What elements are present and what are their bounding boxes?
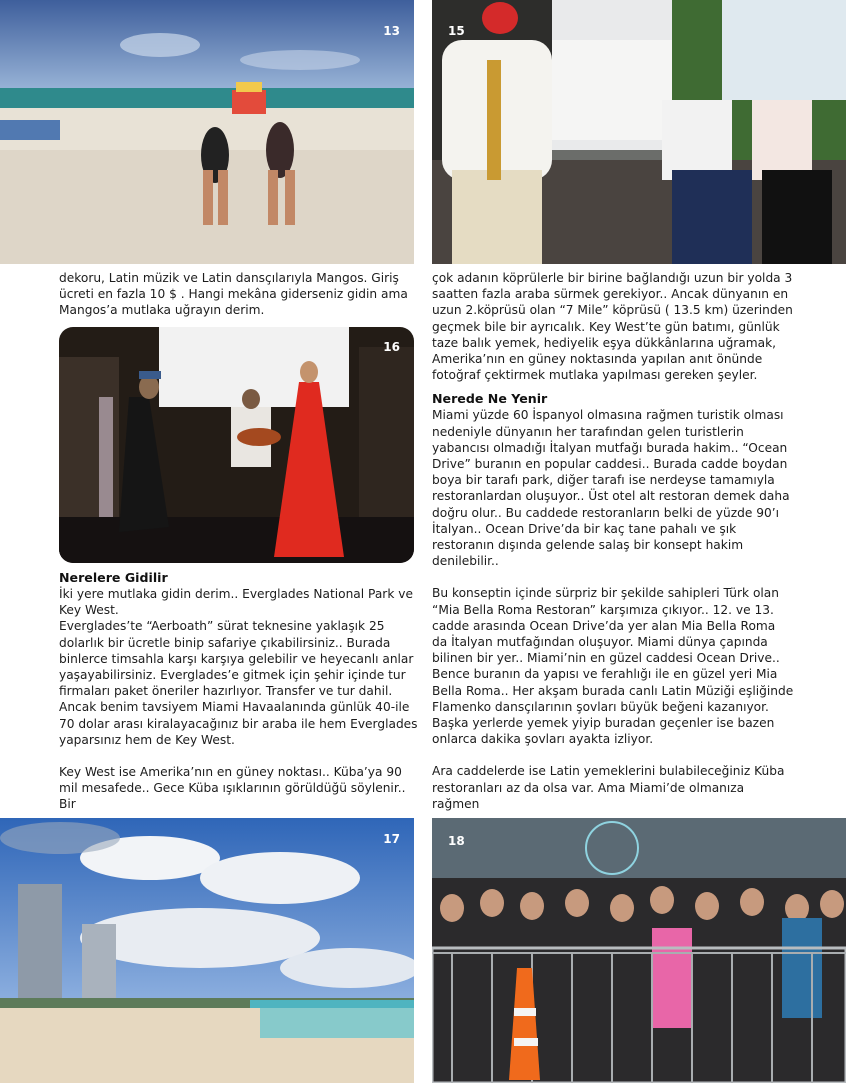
photo-crowd-barrier xyxy=(432,818,846,1083)
paragraph: İki yere mutlaka gidin derim.. Everglades National Park ve Key West. xyxy=(59,587,413,618)
paragraph: Key West ise Amerika’nın en güney noktası.. Küba’ya 90 mil mesafede.. Gece Küba ışıklarının görüldüğü söylenir.. Bir xyxy=(59,765,406,812)
photo-miami-skyline xyxy=(0,818,414,1083)
left-column-top-text xyxy=(59,270,419,319)
left-column-text xyxy=(59,570,419,813)
section-heading-nerede-ne-yenir: Nerede Ne Yenir xyxy=(432,391,548,407)
right-column-text xyxy=(432,270,794,812)
photo-number: 18 xyxy=(448,834,465,848)
paragraph: Ara caddelerde ise Latin yemeklerini bulabileceğiniz Küba restoranları az da olsa var. Ama Miami’de olmanıza rağmen xyxy=(432,764,785,811)
photo-number: 15 xyxy=(448,24,465,38)
paragraph: Miami yüzde 60 İspanyol olmasına rağmen turistik olması nedeniyle dünyanın her tarafından gelen turistlerin yabancısı olmadığı İtalyan mutfağı burada hakim.. “Ocean Drive” buranın en popular caddesi.. Burada cadde boydan boya bir tarafı park, diğer tarafı ise nerdeyse tamamıyla restoranlardan oluşuyor.. Üst otel alt restoran demek daha doğru olur.. Bu caddede restoranların belki de yüzde 90’ı İtalyan.. Ocean Drive’da bir kaç tane pahalı ve şık restoranın dışında gelende salaş bir konsept hakim denilebilir.. xyxy=(432,408,790,569)
paragraph: Bu konseptin içinde sürpriz bir şekilde sahipleri Türk olan “Mia Bella Roma Restoran” karşımıza çıkıyor.. 12. ve 13. cadde arasında Ocean Drive’da yer alan Mia Bella Roma da İtalyan mutfağından oluşuyor. Miami dünya çapında bilinen bir yer.. Miami’nin en güzel caddesi Ocean Drive.. Bence buranın da yapısı ve ferahlığı ile en güzel yeri Mia Bella Roma.. Her akşam burada canlı Latin Müziği eşliğinde Flamenko dansçılarının şovları büyük beğeni kazanıyor. Başka yerlerde yemek yiyip buradan geçenler ise bazen onlarca dakika şovları ayakta izliyor. xyxy=(432,586,794,747)
photo-saxophone-player xyxy=(432,0,846,264)
photo-number: 13 xyxy=(383,24,400,38)
photo-flamenco-show xyxy=(59,327,414,563)
paragraph: Everglades’te “Aerboath” sürat teknesine yaklaşık 25 dolarlık bir ücretle binip safariye çıkabilirsiniz.. Burada binlerce timsahla karşı karşıya gelebilir ve heyecanlı anlar yaşayabilirsiniz. Everglades’e gitmek için şehir içinde tur firmaları paket öneriler hazırlıyor. Transfer ve tur dahil. Ancak benim tavsiyem Miami Havaalanında günlük 40-ile 70 dolar arası kiralayacağınız bir araba ile hem Everglades yaparsınız hem de Key West. xyxy=(59,619,418,747)
section-heading-nerelere-gidilir: Nerelere Gidilir xyxy=(59,570,168,585)
photo-number: 16 xyxy=(383,340,400,354)
photo-beach-walkers xyxy=(0,0,414,264)
photo-number: 17 xyxy=(383,832,400,846)
paragraph: dekoru, Latin müzik ve Latin dansçılarıyla Mangos. Giriş ücreti en fazla 10 $ . Hangi mekâna giderseniz gidin ama Mangos’a mutlaka uğrayın derim. xyxy=(59,271,408,318)
paragraph: çok adanın köprülerle bir birine bağlandığı uzun bir yolda 3 saatten fazla araba sürmek gerekiyor.. Ancak dünyanın en uzun 2.köprüsü olan “7 Mile” köprüsü ( 13.5 km) üzerinden geçmek bile bir ayrıcalık. Key West’te gün batımı, günlük taze balık yemek, hediyelik eşya dükkânlarına uğramak, Amerika’nın en güney noktasında yapılan anıt önünde fotoğraf çektirmek mutlaka yapılması gereken şeyler. xyxy=(432,271,793,383)
